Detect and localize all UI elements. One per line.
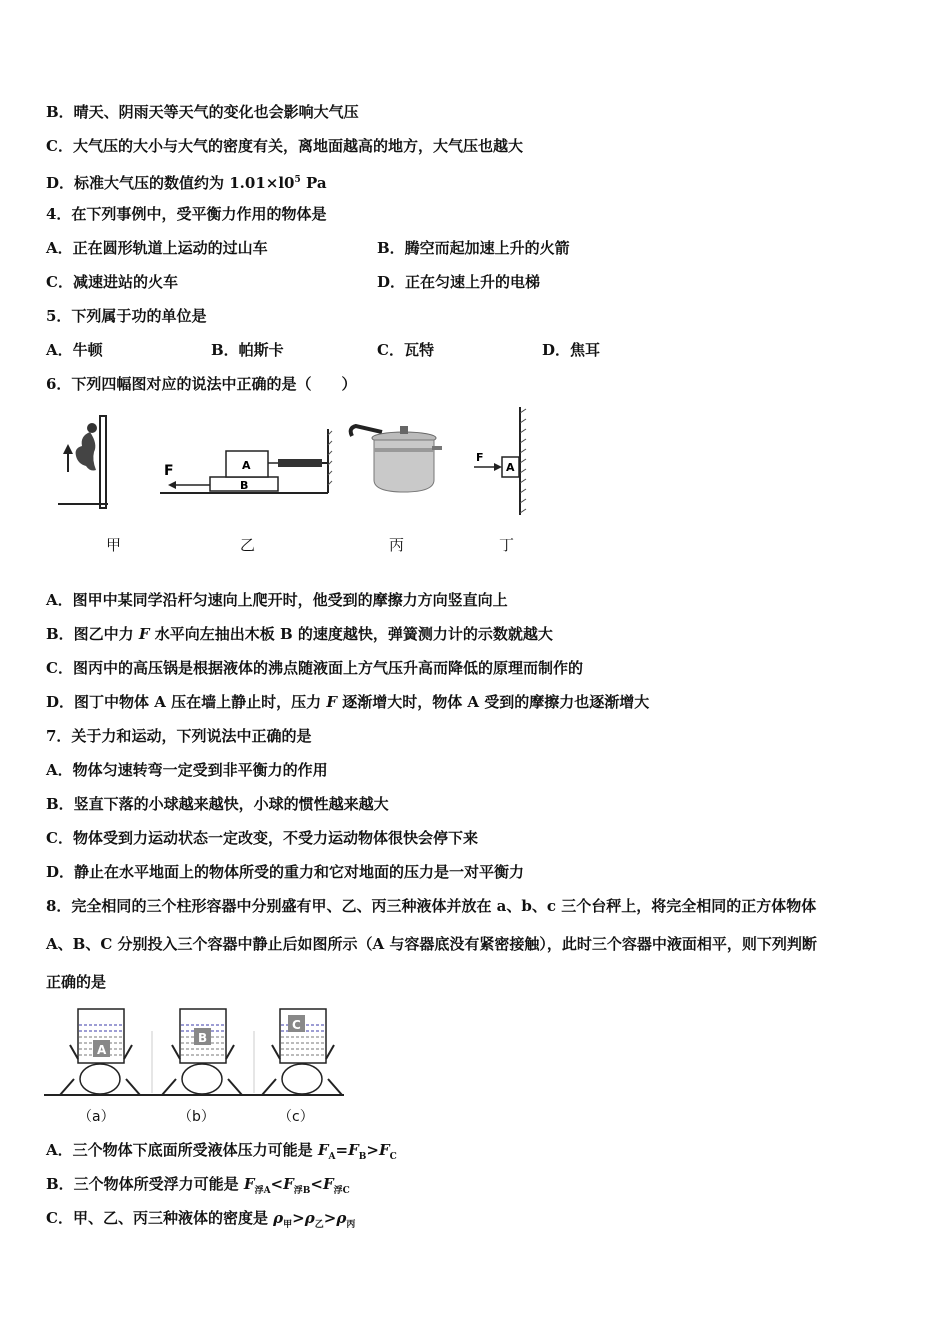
q8-stem-line-1: 8．完全相同的三个柱形容器中分别盛有甲、乙、丙三种液体并放在 a、b、c 三个台秤上，将完全相同的正方体物体	[46, 897, 817, 915]
q6-yi-force-label: F	[164, 463, 174, 479]
scale-b	[162, 1009, 242, 1095]
q6-option-b	[46, 624, 553, 644]
q3-option-b: B．晴天、阴雨天等天气的变化也会影响大气压	[46, 103, 359, 121]
q6-d-force: F	[326, 693, 337, 711]
scale-a	[60, 1009, 140, 1095]
q8-caption-b: （b）	[178, 1109, 215, 1125]
q8-option-c: C．甲、乙、丙三种液体的密度是 $\rho_甲>\rho_乙>\rho_丙$	[46, 1209, 356, 1230]
q6-option-d	[46, 692, 649, 712]
q8-option-b: B．三个物体所受浮力可能是 $F_{浮A}<F_{浮B}<F_{浮C}$	[46, 1175, 350, 1196]
q6-option-a: A．图甲中某同学沿杆匀速向上爬开时，他受到的摩擦力方向竖直向上	[46, 591, 508, 609]
q3-d-text: D．标准大气压的数值约为 1.01×l0	[46, 174, 295, 192]
q4-option-a: A．正在圆形轨道上运动的过山车	[46, 239, 268, 257]
q8-option-a: A．三个物体下底面所受液体压力可能是 $F_A=F_B>F_C$	[46, 1141, 397, 1162]
q8-stem-line-2: A、B、C 分别投入三个容器中静止后如图所示（A 与容器底没有紧密接触），此时三个容器中液面相平，则下列判断	[46, 935, 817, 953]
q3-d-unit: Pa	[300, 174, 327, 192]
q6-figure-yi	[160, 425, 332, 497]
q7-stem: 7．关于力和运动，下列说法中正确的是	[46, 727, 312, 745]
q3-option-d	[46, 170, 327, 193]
q6-figure-jia	[50, 412, 125, 512]
q8-block-a: A	[97, 1043, 107, 1057]
q4-option-d: D．正在匀速上升的电梯	[377, 273, 541, 291]
q6-figure-bing	[348, 420, 443, 500]
q8-c-text: C．甲、乙、丙三种液体的密度是	[46, 1209, 274, 1227]
q7-option-b: B．竖直下落的小球越来越快，小球的惯性越来越大	[46, 795, 389, 813]
q6-yi-block-a: A	[242, 459, 251, 472]
q6-option-c: C．图丙中的高压锅是根据液体的沸点随液面上方气压升高而降低的原理而制作的	[46, 659, 583, 677]
q6-yi-block-b: B	[240, 479, 249, 492]
q6-b-text-2: 水平向左抽出木板 B 的速度越快，弹簧测力计的示数就越大	[149, 625, 553, 643]
q6-ding-force-label: F	[476, 451, 484, 464]
q8-caption-c: （c）	[278, 1109, 314, 1125]
q6-stem: 6．下列四幅图对应的说法中正确的是（ ）	[46, 375, 357, 393]
q5-option-a: A．牛顿	[46, 341, 103, 359]
q8-a-text: A．三个物体下底面所受液体压力可能是	[46, 1141, 318, 1159]
q6-b-force: F	[138, 625, 150, 643]
q8-stem-line-3: 正确的是	[46, 973, 107, 991]
q3-d-exponent: 5	[294, 175, 301, 185]
q4-stem: 4．在下列事例中，受平衡力作用的物体是	[46, 205, 327, 223]
q7-option-c: C．物体受到力运动状态一定改变，不受力运动物体很快会停下来	[46, 829, 478, 847]
q8-figure-containers	[44, 1003, 349, 1103]
q5-option-c: C．瓦特	[377, 341, 434, 359]
q4-option-b: B．腾空而起加速上升的火箭	[377, 239, 570, 257]
scale-c	[262, 1009, 342, 1095]
q3-option-c: C．大气压的大小与大气的密度有关，离地面越高的地方，大气压也越大	[46, 137, 523, 155]
q7-option-a: A．物体匀速转弯一定受到非平衡力的作用	[46, 761, 328, 779]
q6-caption-jia: 甲	[106, 536, 122, 554]
q6-caption-yi: 乙	[240, 536, 256, 554]
q8-block-c: C	[292, 1018, 301, 1032]
q6-figure-ding	[470, 405, 532, 520]
q4-option-c: C．减速进站的火车	[46, 273, 178, 291]
q6-caption-ding: 丁	[499, 536, 515, 554]
q5-stem: 5．下列属于功的单位是	[46, 307, 207, 325]
q6-ding-block-a: A	[506, 461, 515, 474]
q5-option-b: B．帕斯卡	[211, 341, 284, 359]
q6-b-text-1: B．图乙中力	[46, 625, 139, 643]
q8-b-text: B．三个物体所受浮力可能是	[46, 1175, 244, 1193]
q6-caption-bing: 丙	[389, 536, 405, 554]
q8-block-b: B	[198, 1031, 208, 1045]
q7-option-d: D．静止在水平地面上的物体所受的重力和它对地面的压力是一对平衡力	[46, 863, 525, 881]
q6-d-text-2: 逐渐增大时，物体 A 受到的摩擦力也逐渐增大	[336, 693, 650, 711]
q5-option-d: D．焦耳	[542, 341, 601, 359]
q6-d-text-1: D．图丁中物体 A 压在墙上静止时，压力	[46, 693, 327, 711]
q8-caption-a: （a）	[78, 1109, 115, 1125]
